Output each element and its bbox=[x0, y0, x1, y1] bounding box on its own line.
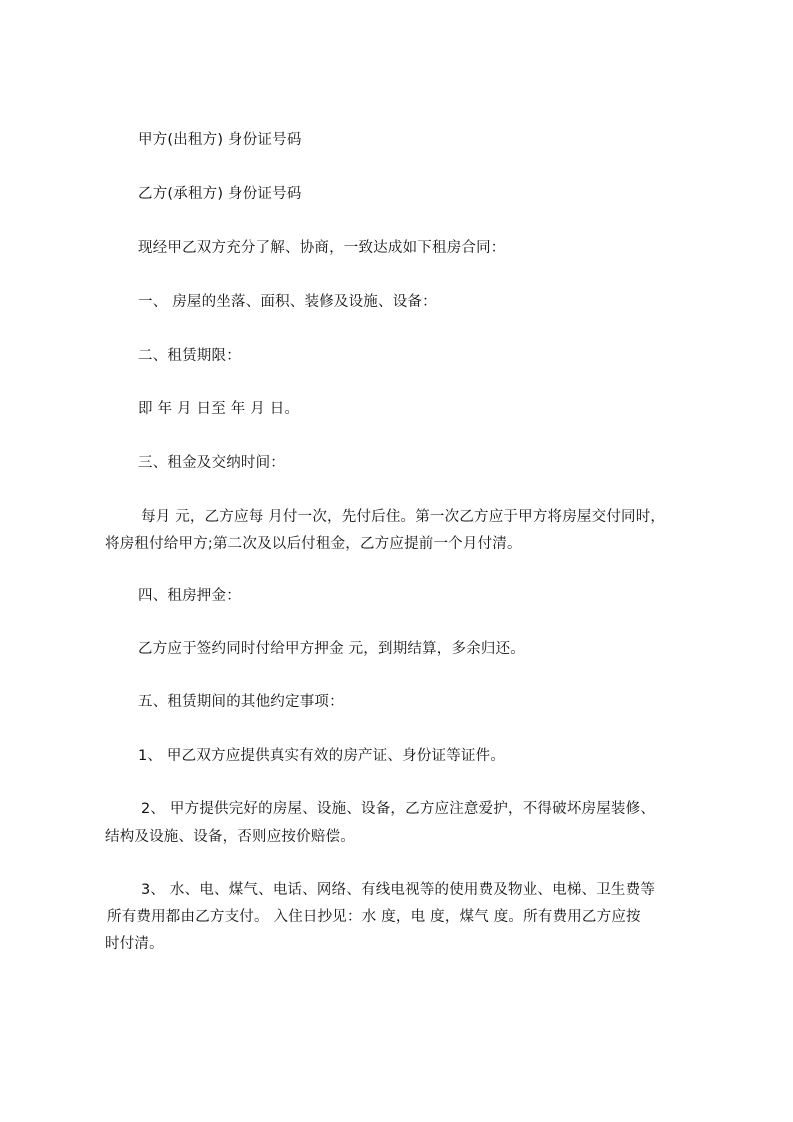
item-2-line-1: 2、 甲方提供完好的房屋、设施、设备，乙方应注意爱护，不得破坏房屋装修、 bbox=[141, 801, 656, 817]
section-3-heading: 三、租金及交纳时间： bbox=[138, 455, 285, 471]
lease-period-line: 即 年 月 日至 年 月 日。 bbox=[138, 401, 300, 417]
item-3-line-2: 所有费用都由乙方支付。 入住日抄见：水 度，电 度，煤气 度。所有费用乙方应按 bbox=[107, 909, 641, 925]
item-3-line-3: 时付清。 bbox=[105, 936, 164, 952]
item-3-line-1: 3、 水、电、煤气、电话、网络、有线电视等的使用费及物业、电梯、卫生费等 bbox=[141, 882, 656, 898]
rent-paragraph-line-2: 将房租付给甲方;第二次及以后付租金，乙方应提前一个月付清。 bbox=[105, 536, 522, 552]
section-5-heading: 五、租赁期间的其他约定事项： bbox=[138, 694, 344, 710]
preamble-line: 现经甲乙双方充分了解、协商，一致达成如下租房合同： bbox=[138, 240, 506, 256]
item-2-line-2: 结构及设施、设备，否则应按价赔偿。 bbox=[105, 829, 355, 845]
item-1-line: 1、 甲乙双方应提供真实有效的房产证、身份证等证件。 bbox=[138, 748, 506, 764]
section-2-heading: 二、租赁期限： bbox=[138, 348, 241, 364]
section-4-heading: 四、租房押金： bbox=[138, 588, 241, 604]
rent-paragraph-line-1: 每月 元，乙方应每 月付一次，先付后住。第一次乙方应于甲方将房屋交付同时， bbox=[141, 509, 666, 525]
deposit-line: 乙方应于签约同时付给甲方押金 元，到期结算，多余归还。 bbox=[138, 641, 526, 657]
section-1-heading: 一、 房屋的坐落、面积、装修及设施、设备： bbox=[138, 294, 437, 310]
party-a-line: 甲方(出租方) 身份证号码 bbox=[138, 132, 302, 148]
party-b-line: 乙方(承租方) 身份证号码 bbox=[138, 186, 302, 202]
